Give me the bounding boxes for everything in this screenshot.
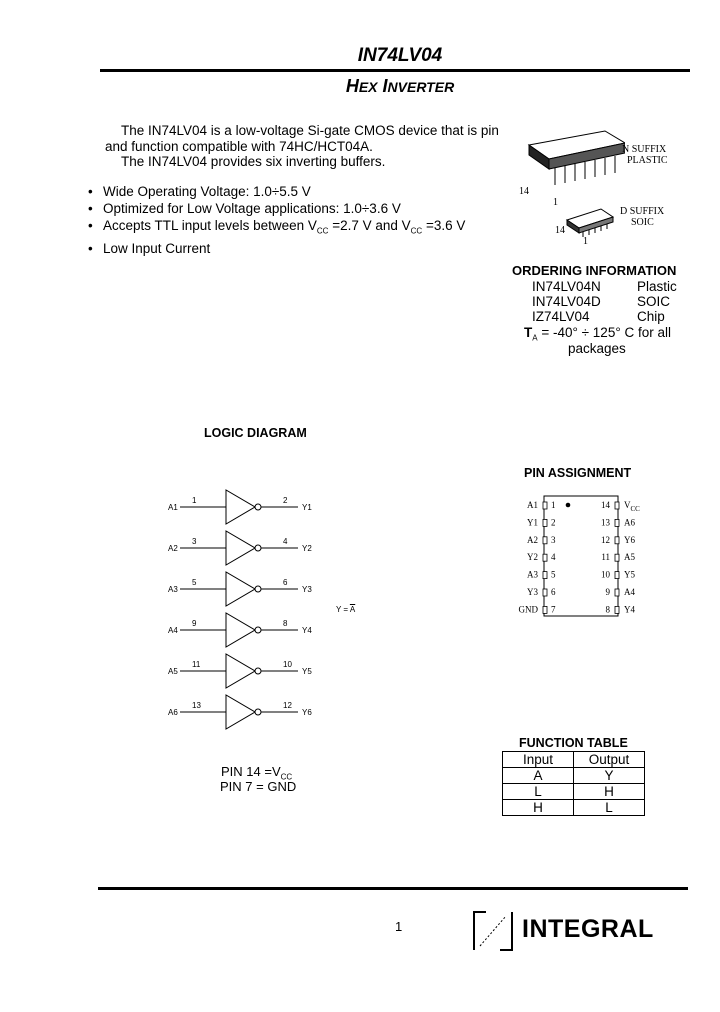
inverter-gate [168, 490, 312, 524]
pin-right [606, 604, 636, 614]
table-cell: H [574, 784, 645, 800]
ordering-package: SOIC [637, 294, 671, 309]
gate-output-pin: 8 [283, 619, 288, 628]
table-header: Output [574, 752, 645, 768]
gate-input-label: A5 [168, 667, 178, 676]
gate-output-label: Y4 [302, 626, 312, 635]
subscript: CC [410, 226, 423, 236]
logic-diagram [160, 485, 360, 730]
ordering-part: IN74LV04N [532, 279, 601, 294]
subtitle [0, 76, 720, 97]
d-suffix-type: SOIC [631, 217, 654, 228]
feature-item: • Optimized for Low Voltage applications: 1.0÷3.6 V [88, 200, 465, 217]
pin-number: 9 [605, 587, 610, 597]
pin-name: Y5 [624, 569, 635, 580]
inverter-gate [168, 654, 312, 688]
temp-text: = -40° ÷ 125° C for all [537, 325, 671, 340]
table-row [503, 784, 645, 800]
soic-pin1-label: 1 [583, 236, 588, 247]
top-rule [100, 69, 690, 72]
pin-name: A5 [624, 552, 635, 563]
equation-bar: $\overline{A}$ [349, 605, 356, 614]
pin-left [527, 500, 556, 510]
subscript: CC [316, 226, 329, 236]
soic-package-icon [567, 209, 613, 237]
feature-list [88, 183, 465, 257]
gate-output-label: Y2 [302, 544, 312, 553]
gate-input-pin: 9 [192, 619, 197, 628]
feature-item: • Low Input Current [88, 240, 465, 257]
ordering-heading: ORDERING INFORMATION [512, 263, 677, 278]
pin-number: 2 [551, 517, 556, 528]
gate-input-pin: 1 [192, 496, 197, 505]
gate-output-label: Y6 [302, 708, 312, 717]
gate-output-pin: 6 [283, 578, 288, 587]
function-table [502, 751, 645, 816]
table-cell: L [574, 800, 645, 816]
pin-number: 6 [551, 587, 556, 597]
table-cell: L [503, 784, 574, 800]
gate-output-pin: 10 [283, 660, 292, 669]
pin-name: A2 [527, 534, 538, 545]
pin-left [527, 535, 556, 545]
logic-equation [336, 605, 355, 614]
pin-name: Y6 [624, 534, 635, 545]
description-line-2: and function compatible with 74HC/HCT04A. [105, 139, 373, 154]
gate-input-pin: 3 [192, 537, 197, 546]
equation-text: Y = [336, 605, 350, 614]
bottom-rule [98, 887, 688, 890]
gate-output-pin: 12 [283, 701, 292, 710]
pin-left [527, 552, 556, 562]
pin-number: 3 [551, 534, 556, 545]
table-row [503, 768, 645, 784]
pin7-note: PIN 7 = GND [220, 779, 297, 794]
subscript: A [532, 333, 538, 343]
pin-name: Y2 [527, 552, 538, 563]
n-suffix-type: PLASTIC [627, 155, 668, 166]
pin-name: A1 [527, 500, 538, 510]
inverter-gate [168, 613, 312, 647]
table-row [503, 752, 645, 768]
gate-input-label: A6 [168, 708, 178, 717]
temperature-packages: packages [568, 341, 626, 356]
ordering-part: IZ74LV04 [532, 309, 590, 324]
inverter-gate [168, 531, 312, 565]
subtitle-ex: EX [358, 79, 378, 95]
pin-name: Y1 [527, 517, 538, 528]
function-table-heading: FUNCTION TABLE [519, 736, 628, 750]
pin-number: 7 [551, 604, 556, 615]
gate-input-pin: 11 [192, 660, 201, 669]
pin-number: 8 [605, 604, 610, 615]
table-row [503, 800, 645, 816]
table-cell: A [503, 768, 574, 784]
pin-name: GND [518, 604, 538, 615]
dip-package-icon [529, 131, 625, 185]
brand-name: INTEGRAL [522, 915, 654, 943]
gate-output-label: Y1 [302, 503, 312, 512]
subtitle-nverter: NVERTER [387, 79, 455, 95]
dip-pin1-label: 1 [553, 197, 558, 208]
pin-number: 14 [601, 500, 610, 510]
pin-name: A3 [527, 569, 538, 580]
integral-logo-icon [472, 910, 514, 952]
pin-assignment-heading: PIN ASSIGNMENT [524, 466, 632, 480]
pin-number: 12 [601, 534, 610, 545]
pin1-marker [566, 503, 571, 508]
inverter-gate [168, 695, 312, 729]
pin-name: $V_{CC}$ [624, 500, 640, 513]
pin-number: 11 [601, 552, 610, 563]
pin-name: A6 [624, 517, 635, 528]
feature-item [88, 217, 465, 240]
gate-output-pin: 2 [283, 496, 288, 505]
gate-output-pin: 4 [283, 537, 288, 546]
inverter-gate [168, 572, 312, 606]
feature-text: =2.7 V and V [328, 218, 411, 233]
gate-input-label: A2 [168, 544, 178, 553]
subtitle-i: I [382, 76, 388, 96]
pin-name: Y3 [527, 587, 538, 597]
gate-input-label: A4 [168, 626, 178, 635]
table-cell: H [503, 800, 574, 816]
table-header: Input [503, 752, 574, 768]
page-number: 1 [395, 919, 403, 934]
gate-input-pin: 5 [192, 578, 197, 587]
gate-input-label: A3 [168, 585, 178, 594]
subscript: CC [280, 772, 293, 782]
ordering-package: Plastic [637, 279, 677, 294]
subtitle-h: H [345, 76, 359, 96]
pin-number: 10 [601, 569, 610, 580]
soic-pin14-label: 14 [555, 225, 565, 236]
ordering-part: IN74LV04D [532, 294, 601, 309]
pin-right [606, 587, 636, 597]
pin-number: 5 [551, 569, 556, 580]
pin-left [527, 570, 556, 580]
n-suffix-label: N SUFFIX [622, 144, 667, 155]
pin-name: A4 [624, 587, 635, 597]
d-suffix-label: D SUFFIX [620, 206, 665, 217]
pin-left [527, 517, 556, 527]
logic-diagram-heading: LOGIC DIAGRAM [204, 426, 307, 440]
temp-symbol: T [524, 325, 533, 340]
description-line-3: The IN74LV04 provides six inverting buffers. [121, 154, 386, 169]
gate-input-pin: 13 [192, 701, 201, 710]
pin-left [527, 587, 556, 597]
pin-assignment-diagram [510, 492, 660, 622]
feature-text: Accepts TTL input levels between V [103, 218, 317, 233]
ordering-package: Chip [637, 309, 665, 324]
table-cell: Y [574, 768, 645, 784]
feature-text: =3.6 V [422, 218, 466, 233]
pin-name: Y4 [624, 604, 635, 615]
gate-output-label: Y5 [302, 667, 312, 676]
description-line-1: The IN74LV04 is a low-voltage Si-gate CMOS device that is pin [121, 123, 499, 138]
pin14-text: PIN 14 =V [221, 764, 281, 779]
package-drawings [515, 125, 625, 250]
pin-number: 1 [551, 500, 556, 510]
gate-output-label: Y3 [302, 585, 312, 594]
pin-left [519, 604, 557, 614]
part-title: IN74LV04 [357, 45, 443, 66]
pin-number: 4 [551, 552, 556, 563]
pin-number: 13 [601, 517, 610, 528]
feature-item: • Wide Operating Voltage: 1.0÷5.5 V [88, 183, 465, 200]
gate-input-label: A1 [168, 503, 178, 512]
subscript: CC [630, 505, 640, 513]
dip-pin14-label: 14 [519, 186, 529, 197]
